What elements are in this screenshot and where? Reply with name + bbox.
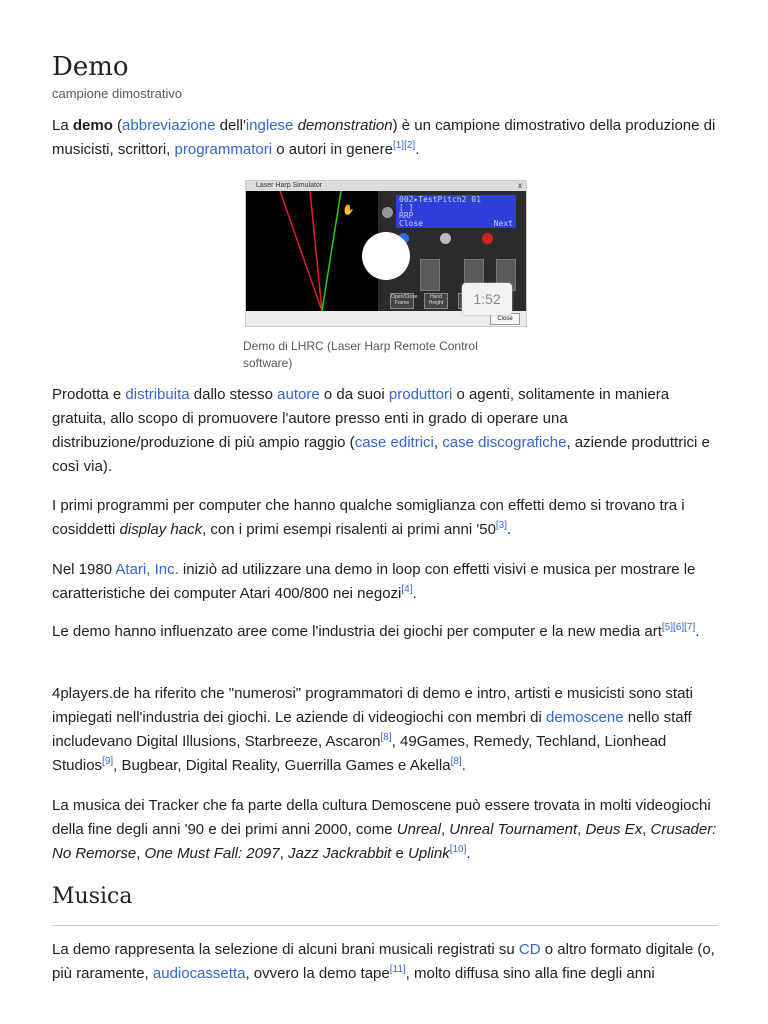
text: iniziò ad utilizzare una demo in loop con effetti visivi e musica per mostrare le caratteristiche dei computer Atari 400/800 nei negozi <box>52 561 696 602</box>
text: . <box>695 623 700 640</box>
text: ( <box>112 117 123 134</box>
text: , 49Games, Remedy, Techland, Lionhead Studios <box>52 733 667 774</box>
game-title: Jazz Jackrabbit <box>287 845 392 862</box>
lcd-line: Close <box>399 219 424 228</box>
close-button: Close <box>490 313 520 325</box>
ref-link[interactable]: [1] <box>392 140 405 151</box>
section-heading-musica: Musica <box>52 884 133 909</box>
page-title: Demo <box>52 52 129 82</box>
link-produttori[interactable]: produttori <box>388 386 453 403</box>
text: , ovvero la demo tape <box>245 965 390 982</box>
text: o agenti, solitamente in maniera gratuita, allo scopo di promuovere l'autore presso enti in grado di operare una distribuzione/produzione di più ampio raggio ( <box>52 386 670 451</box>
ref-link[interactable]: [11] <box>389 964 406 975</box>
paragraph-influenzato <box>52 620 718 644</box>
game-title: Deus Ex <box>585 821 643 838</box>
lcd-line: [ ] <box>399 203 414 212</box>
lcd-screen <box>396 195 516 228</box>
text: , <box>440 821 450 838</box>
game-title: Unreal Tournament <box>449 821 578 838</box>
link-autore[interactable]: autore <box>277 386 320 403</box>
window-title: Laser Harp Simulator <box>256 182 323 189</box>
text: . <box>415 141 420 158</box>
ref-link[interactable]: [5] <box>661 622 674 633</box>
text: , molto diffusa sino alla fine degli anni <box>405 965 655 982</box>
text: La demo rappresenta la selezione di alcuni brani musicali registrati su <box>52 941 519 958</box>
red-led-icon <box>482 233 493 244</box>
paragraph-atari <box>52 558 718 606</box>
text: . <box>466 845 471 862</box>
text: , <box>279 845 288 862</box>
hand-height-button: Hand Height <box>424 293 448 309</box>
italic-term: display hack <box>119 521 203 538</box>
link-programmatori[interactable]: programmatori <box>174 141 273 158</box>
text: Nel 1980 <box>52 561 116 578</box>
ref-link[interactable]: [8] <box>450 756 462 767</box>
knob-icon <box>382 207 393 218</box>
close-icon: x <box>518 181 522 190</box>
text: . <box>461 757 466 774</box>
link-audiocassetta[interactable]: audiocassetta <box>152 965 246 982</box>
play-circle-icon[interactable] <box>362 232 410 280</box>
ref-link[interactable]: [6] <box>673 622 685 633</box>
lcd-line: RRP <box>399 211 414 220</box>
text: , Bugbear, Digital Reality, Guerrilla Games e Akella <box>113 757 451 774</box>
figure-caption: Demo di LHRC (Laser Harp Remote Control software) <box>243 339 478 370</box>
link-demoscene[interactable]: demoscene <box>545 709 624 726</box>
section-divider <box>52 925 718 926</box>
fader-icon <box>420 259 440 291</box>
ref-link[interactable]: [7] <box>684 622 696 633</box>
text: 4players.de ha riferito che "numerosi" programmatori di demo e intro, artisti e musicisti sono stati impiegati nell'industria dei giochi. Le aziende di videogiochi con membri di <box>52 685 693 726</box>
paragraph-intro <box>52 114 718 162</box>
text: , aziende produttrici e così via). <box>52 434 710 475</box>
text: Prodotta e <box>52 386 126 403</box>
video-duration: 1:52 <box>462 283 512 315</box>
frame-button: Open/Close Frame <box>390 293 414 309</box>
paragraph-tracker <box>52 794 718 866</box>
paragraph-musica <box>52 938 718 986</box>
game-title: Uplink <box>408 845 450 862</box>
text: o altro formato digitale (o, più raramente, <box>52 941 715 982</box>
ref-link[interactable]: [4] <box>401 584 413 595</box>
text: , con i primi esempi risalenti ai primi anni '50 <box>202 521 496 538</box>
text: dell' <box>215 117 246 134</box>
grey-led-icon <box>440 233 451 244</box>
paragraph-4players <box>52 682 718 778</box>
game-title: One Must Fall: 2097 <box>144 845 280 862</box>
text: o autori in genere <box>272 141 393 158</box>
italic-term: demonstration <box>297 117 393 134</box>
laser-display <box>246 191 378 311</box>
link-case-editrici[interactable]: case editrici <box>354 434 434 451</box>
text: e <box>391 845 409 862</box>
text: , <box>577 821 586 838</box>
text: Le demo hanno influenzato aree come l'industria dei giochi per computer e la new media art <box>52 623 662 640</box>
text: nello staff includevano Digital Illusions, Starbreeze, Ascaron <box>52 709 692 750</box>
text: o da suoi <box>319 386 389 403</box>
text: , <box>433 434 443 451</box>
paragraph-prodotta <box>52 383 718 479</box>
link-cd[interactable]: CD <box>518 941 541 958</box>
text: I primi programmi per computer che hanno qualche somiglianza con effetti demo si trovano tra i cosiddetti <box>52 497 685 538</box>
window-titlebar <box>246 181 526 191</box>
ref-link[interactable]: [9] <box>102 756 114 767</box>
lcd-line: 002▸TestPitch2 01 <box>399 195 481 204</box>
text: , <box>136 845 145 862</box>
text: . <box>507 521 512 538</box>
ref-link[interactable]: [2] <box>404 140 416 151</box>
text: ) è un campione dimostrativo della produzione di musicisti, scrittori, <box>52 117 716 158</box>
link-atari[interactable]: Atari, Inc. <box>115 561 179 578</box>
text: , <box>642 821 651 838</box>
link-distribuita[interactable]: distribuita <box>125 386 190 403</box>
laser-beams <box>246 191 378 311</box>
link-case-discografiche[interactable]: case discografiche <box>442 434 567 451</box>
link-abbreviazione[interactable]: abbreviazione <box>122 117 216 134</box>
page-subtitle: campione dimostrativo <box>52 86 183 101</box>
text: . <box>412 585 417 602</box>
video-thumbnail[interactable] <box>245 180 527 327</box>
text: dallo stesso <box>189 386 278 403</box>
game-title: Unreal <box>396 821 441 838</box>
ref-link[interactable]: [3] <box>495 520 508 531</box>
bold-term: demo <box>72 117 113 134</box>
link-inglese[interactable]: inglese <box>245 117 294 134</box>
ref-link[interactable]: [8] <box>380 732 392 743</box>
ref-link[interactable]: [10] <box>449 844 467 855</box>
lcd-line: Next <box>493 219 513 228</box>
svg-text:✋: ✋ <box>342 205 355 216</box>
paragraph-primi-programmi <box>52 494 718 542</box>
game-title: Crusader: No Remorse <box>52 821 717 862</box>
text: La <box>52 117 73 134</box>
text: La musica dei Tracker che fa parte della cultura Demoscene può essere trovata in molti videogiochi della fine degli anni '90 e dei primi anni 2000, come <box>52 797 711 838</box>
